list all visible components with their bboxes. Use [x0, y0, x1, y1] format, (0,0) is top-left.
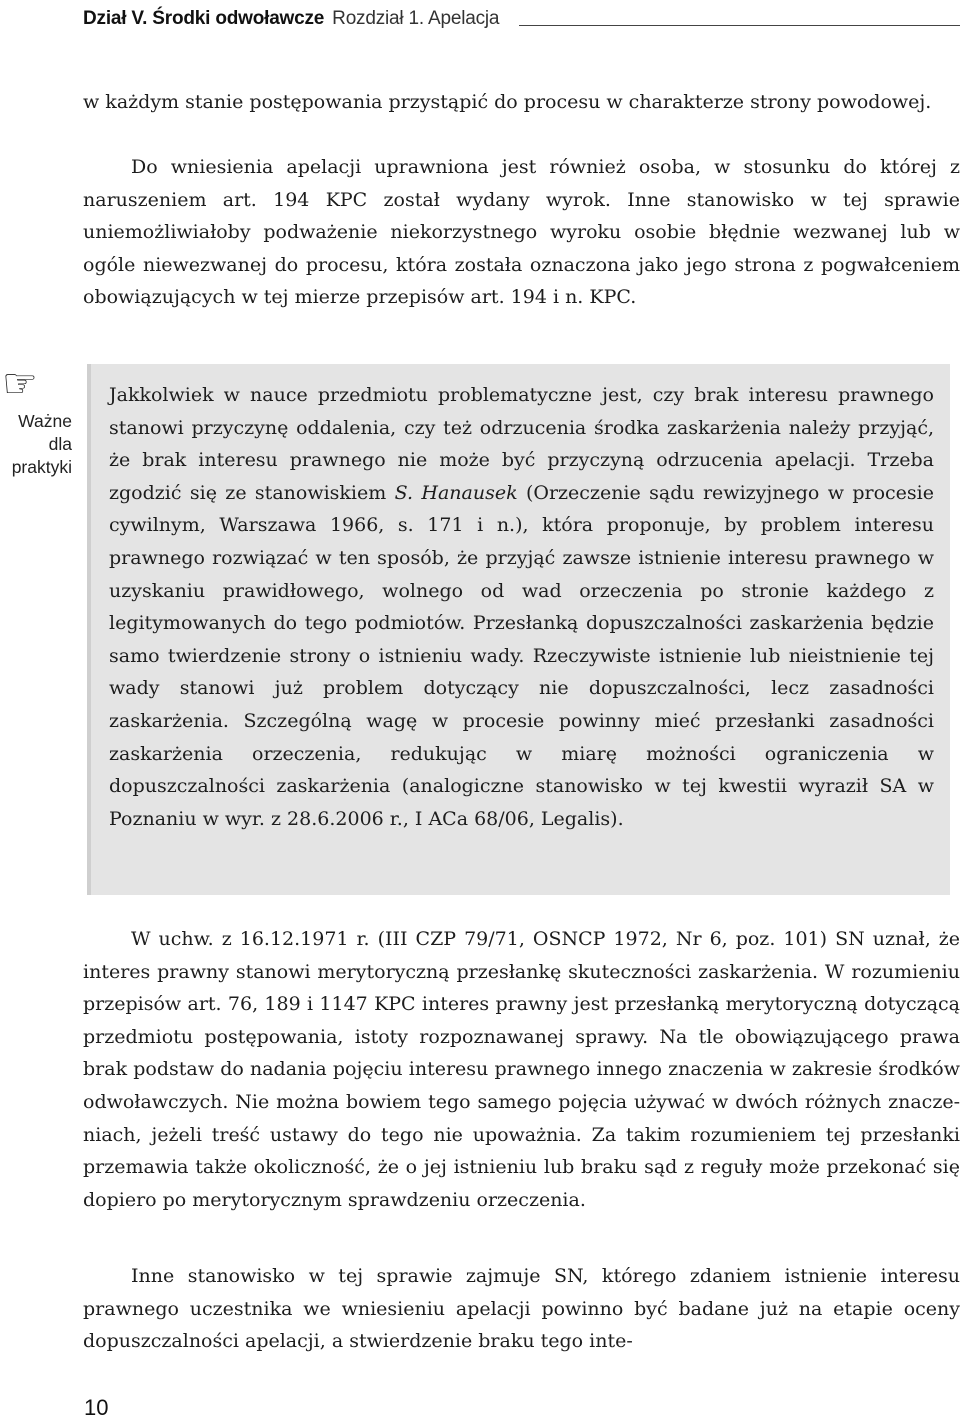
header-rule [519, 13, 960, 26]
paragraph-other-view [83, 1260, 960, 1358]
page-number: 10 [84, 1395, 109, 1420]
callout-label: Ważne dla praktyki [11, 411, 72, 477]
running-head [83, 6, 960, 32]
chapter-title: Dział V. Środki odwoławcze [83, 8, 325, 29]
important-note-text [109, 379, 934, 835]
paragraph-appeal-standing [83, 151, 960, 314]
important-note-box [87, 364, 950, 895]
paragraph-appeal-standing-text: Do wniesienia apelacji uprawniona jest również osoba, w stosunku do której z naruszeniem art. 194 KPC został wydany wyrok. Inne stanowisko w tej sprawie uniemożliwiałoby podważenie niekorzystnego wyroku osobie błędnie wezwanej lub w ogóle niewezwanej do procesu, która została oznaczona jako jego strona z pogwałceniem obowiązujących w tej mierze przepisów art. 194 i n. KPC. [83, 156, 960, 309]
note-text-part-2: (Orzeczenie sądu rewizyjnego w procesie cywilnym, Warszawa 1966, s. 171 i n.), która proponuje, by problem interesu prawnego rozwiązać w ten sposób, że przyjąć zawsze istnienie interesu prawnego w uzyskaniu prawidłowego, wolnego od wad orzeczenia po stronie każdego z legitymowanych do tego podmiotów. Przesłanką dopuszczalności zaskarżenia będzie samo twierdzenie strony o istnieniu wady. Rzeczywiste istnienie lub nieistnienie tej wady stanowi już problem dotyczący nie dopuszczalności, lecz zasadności zaskarżenia. Szczególną wagę w procesie powinny mieć przesłanki zasadności zaskarżenia orzeczenia, redukując w miarę możności ograniczenia w dopuszczalności zaskarżenia (analogiczne stanowisko w tej kwestii wyraził SA w Poznaniu w wyr. z 28.6.2006 r., I ACa 68/06, Legalis). [109, 481, 935, 830]
note-text-part-1: Jakkolwiek w nauce przedmiotu problematyczne jest, czy brak interesu prawnego stanowi przyczynę oddalenia, czy też odrzucenia środka zaskarżenia należy przyjąć, że brak interesu prawnego nie może być przyczyną odrzucenia apelacji. Trzeba zgodzić się ze stanowiskiem [109, 384, 934, 504]
paragraph-resolution-text: W uchw. z 16.12.1971 r. (III CZP 79/71, OSNCP 1972, Nr 6, poz. 101) SN uznał, że interes prawny stanowi merytoryczną przesłankę skuteczności zaskarżenia. W rozumieniu przepisów art. 76, 189 i 1147 KPC interes prawny jest przesłanką merytoryczną dotyczącą przedmiotu postępowania, istoty rozpoznawanej sprawy. Na tle obowiązującego prawa brak podstaw do nadania pojęciu interesu prawnego innego znaczenia w zakresie środków odwoławczych. Nie można bowiem tego samego pojęcia używać w dwóch różnych znaczeniach, jeżeli treść ustawy do tego nie upoważnia. Za takim rozumieniem tej przesłanki przemawia także okoliczność, że o jej istnieniu lub braku sąd z reguły może przekonać się dopiero po merytorycznym sprawdzeniu orzeczenia. [83, 928, 960, 1211]
paragraph-intro: w każdym stanie postępowania przystąpić do procesu w charakterze strony powodowej. [83, 91, 932, 113]
paragraph-resolution [83, 923, 960, 1216]
pointing-hand-icon: ☞ [2, 361, 38, 407]
section-title: Rozdział 1. Apelacja [332, 8, 500, 29]
paragraph-other-view-text: Inne stanowisko w tej sprawie zajmuje SN, którego zdaniem istnienie interesu prawnego uczestnika we wniesieniu apelacji powinno być badane już na etapie oceny dopuszczalności apelacji, a stwierdzenie braku tego inte- [83, 1265, 960, 1353]
cited-author: S. Hanausek [394, 481, 518, 504]
